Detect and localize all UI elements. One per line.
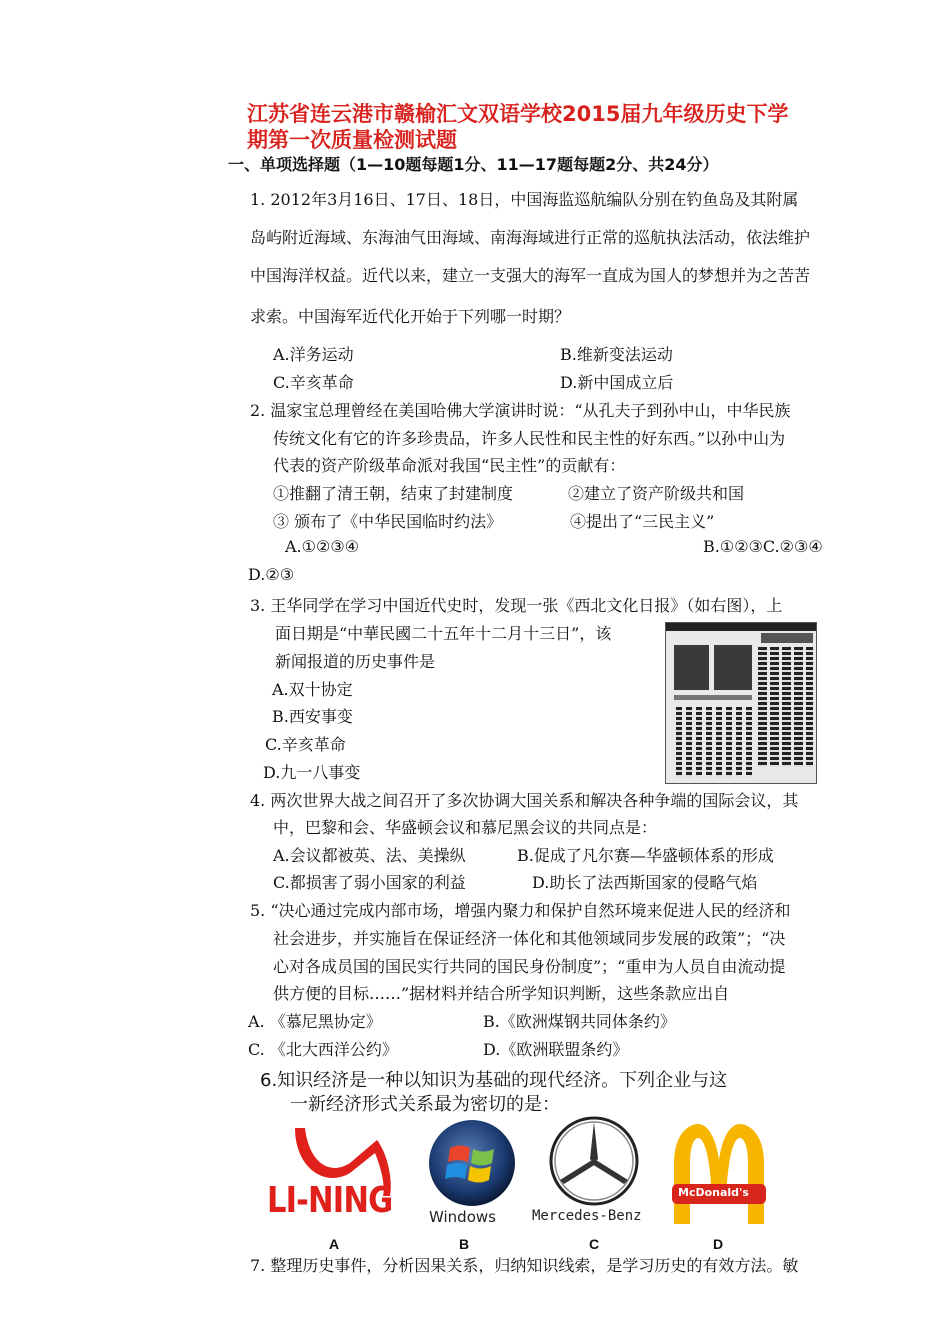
mercedes-logo-text: Mercedes-Benz	[532, 1208, 642, 1224]
newspaper-image	[665, 622, 817, 784]
q1-option-a: A.洋务运动	[273, 345, 354, 364]
q4-line: 4. 两次世界大战之间召开了多次协调大国关系和解决各种争端的国际会议，其	[250, 791, 799, 810]
q5-option-a: A. 《慕尼黑协定》	[248, 1012, 382, 1031]
q6-line: 一新经济形式关系最为密切的是：	[290, 1094, 560, 1115]
q2-option-d: D.②③	[248, 565, 295, 584]
q2-line: 传统文化有它的许多珍贵品，许多人民性和民主性的好东西。”以孙中山为	[273, 429, 786, 448]
mcdonalds-logo	[668, 1120, 770, 1226]
lining-logo-text: LI-NING	[267, 1180, 393, 1221]
doc-title-line1: 江苏省连云港市赣榆汇文双语学校2015届九年级历史下学	[247, 102, 789, 126]
q3-option-c: C.辛亥革命	[265, 735, 346, 754]
q2-option-bc: B.①②③C.②③④	[703, 537, 823, 556]
q5-option-b: B.《欧洲煤钢共同体条约》	[483, 1012, 676, 1031]
mercedes-logo	[530, 1114, 658, 1226]
q2-item-4: ④提出了“三民主义”	[570, 512, 715, 531]
q1-line: 求索。中国海军近代化开始于下列哪一时期？	[250, 307, 571, 326]
q2-item-3: ③ 颁布了《中华民国临时约法》	[273, 512, 503, 531]
q5-option-c: C. 《北大西洋公约》	[248, 1040, 398, 1059]
logo-label-d: D	[713, 1236, 724, 1252]
q3-option-b: B.西安事变	[272, 707, 353, 726]
q5-option-d: D.《欧洲联盟条约》	[483, 1040, 629, 1059]
q4-option-a: A.会议都被英、法、美操纵	[273, 846, 466, 865]
q5-line: 5. “决心通过完成内部市场，增强内聚力和保护自然环境来促进人民的经济和	[250, 901, 791, 920]
q3-option-a: A.双十协定	[272, 680, 353, 699]
q2-line: 2. 温家宝总理曾经在美国哈佛大学演讲时说：“从孔夫子到孙中山，中华民族	[250, 401, 791, 420]
q1-line: 岛屿附近海域、东海油气田海域、南海海域进行正常的巡航执法活动，依法维护	[250, 228, 811, 247]
q4-option-c: C.都损害了弱小国家的利益	[273, 873, 466, 892]
q1-line: 中国海洋权益。近代以来，建立一支强大的海军一直成为国人的梦想并为之苦苦	[250, 266, 811, 285]
q2-item-1: ①推翻了清王朝，结束了封建制度	[273, 484, 514, 503]
q1-option-b: B.维新变法运动	[560, 345, 673, 364]
windows-logo	[424, 1118, 520, 1226]
logo-label-a: A	[329, 1236, 340, 1252]
q3-option-d: D.九一八事变	[263, 763, 361, 782]
q1-option-c: C.辛亥革命	[273, 373, 354, 392]
q1-line: 1. 2012年3月16日、17日、18日，中国海监巡航编队分别在钓鱼岛及其附属	[250, 190, 799, 209]
q3-line: 面日期是“中華民國二十五年十二月十三日”，该	[275, 624, 612, 643]
logo-label-c: C	[589, 1236, 600, 1252]
q4-option-d: D.助长了法西斯国家的侵略气焰	[532, 873, 758, 892]
q4-line: 中，巴黎和会、华盛顿会议和慕尼黑会议的共同点是：	[273, 818, 658, 837]
q2-line: 代表的资产阶级革命派对我国“民主性”的贡献有：	[273, 456, 626, 475]
q3-line: 新闻报道的历史事件是	[275, 652, 436, 671]
q1-option-d: D.新中国成立后	[560, 373, 674, 392]
q5-line: 供方便的目标……”据材料并结合所学知识判断，这些条款应出自	[273, 984, 730, 1003]
mcdonalds-logo-text: McDonald's	[678, 1186, 749, 1199]
q2-option-a: A.①②③④	[285, 537, 360, 556]
q6-line: 6.知识经济是一种以知识为基础的现代经济。下列企业与这	[260, 1070, 728, 1091]
q4-option-b: B.促成了凡尔赛—华盛顿体系的形成	[517, 846, 774, 865]
q5-line: 心对各成员国的国民实行共同的国民身份制度”；“重申为人员自由流动提	[273, 957, 786, 976]
section-heading: 一、单项选择题（1—10题每题1分、11—17题每题2分、共24分）	[228, 155, 719, 174]
q2-item-2: ②建立了资产阶级共和国	[568, 484, 745, 503]
logo-label-b: B	[459, 1236, 470, 1252]
q7-line: 7. 整理历史事件，分析因果关系，归纳知识线索，是学习历史的有效方法。敏	[250, 1256, 799, 1275]
lining-logo	[265, 1118, 405, 1230]
q3-line: 3. 王华同学在学习中国近代史时，发现一张《西北文化日报》（如右图），上	[250, 596, 783, 615]
q5-line: 社会进步，并实施旨在保证经济一体化和其他领域同步发展的政策”；“决	[273, 929, 786, 948]
windows-logo-text: Windows	[429, 1208, 496, 1226]
doc-title-line2: 期第一次质量检测试题	[247, 128, 457, 152]
